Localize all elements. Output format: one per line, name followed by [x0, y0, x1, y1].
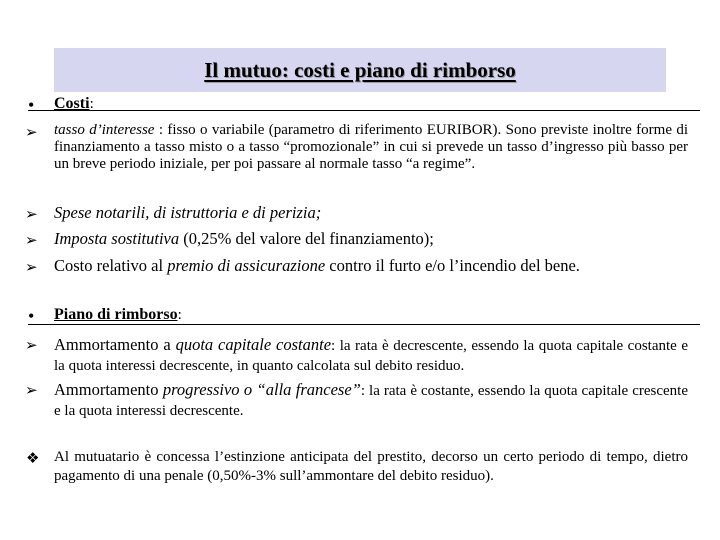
costi-item-assicurazione-text	[54, 257, 688, 274]
piano-header-label: Piano di rimborso	[54, 306, 178, 323]
arrow-bullet-icon: ➢	[25, 381, 38, 399]
imposta-description: (0,25% del valore del finanziamento);	[179, 229, 434, 248]
costi-item-spese-text	[54, 204, 688, 221]
interest-description: : fisso o variabile (parametro di riferimento EURIBOR). Sono previste inoltre forme di finanziamento a tasso misto o a tasso “promozionale” in cui si prevede un tasso d’ingresso più basso per un breve periodo iniziale, per poi passare al normale tasso “a regime”.	[54, 122, 689, 172]
arrow-bullet-icon: ➢	[25, 205, 38, 223]
bullet-dot: •	[28, 306, 35, 326]
bullet-dot: •	[28, 95, 35, 115]
quota-costante-term: quota capitale costante	[175, 335, 332, 354]
interest-term: tasso d’interesse	[54, 122, 155, 138]
slide-title: Il mutuo: costi e piano di rimborso	[204, 57, 516, 82]
piano-header-colon: :	[177, 307, 182, 323]
piano-item-quota-costante-text	[54, 335, 688, 376]
imposta-term: Imposta sostitutiva	[54, 229, 180, 248]
arrow-bullet-icon: ➢	[25, 258, 38, 276]
assicurazione-term: premio di assicurazione	[167, 256, 326, 275]
piano-header	[54, 306, 688, 324]
piano-item-francese-text	[54, 380, 688, 421]
assicurazione-pre: Costo relativo al	[54, 256, 168, 275]
quota-costante-description: : la rata è decrescente, essendo la quota capitale costante e la quota interessi decrescente, in quanto calcolata sul debito residuo.	[54, 338, 688, 374]
slide-title-box	[54, 48, 666, 92]
quota-costante-pre: Ammortamento a	[54, 335, 176, 354]
francese-description: : la rata è costante, essendo la quota capitale crescente e la quota interessi decrescente.	[54, 383, 688, 419]
francese-pre: Ammortamento	[54, 380, 163, 399]
costi-item-interest-text	[54, 122, 688, 173]
diamond-bullet-icon: ❖	[26, 449, 40, 467]
arrow-bullet-icon: ➢	[25, 336, 38, 354]
costi-header-colon: :	[89, 96, 94, 112]
arrow-bullet-icon: ➢	[25, 231, 38, 249]
spese-term: Spese notarili, di istruttoria e di perizia;	[54, 203, 322, 222]
costi-item-imposta-text	[54, 230, 688, 247]
piano-header-rule	[28, 324, 700, 325]
costi-header-rule	[28, 110, 700, 111]
costi-header-label: Costi	[54, 95, 90, 112]
note-text: Al mutuatario è concessa l’estinzione anticipata del prestito, decorso un certo periodo di tempo, dietro pagamento di una penale (0,50%-3% sull’ammontare del debito residuo).	[54, 449, 688, 484]
arrow-bullet-icon: ➢	[25, 123, 38, 141]
francese-term: progressivo o “alla francese”	[162, 380, 361, 399]
assicurazione-description: contro il furto e/o l’incendio del bene.	[325, 256, 580, 275]
